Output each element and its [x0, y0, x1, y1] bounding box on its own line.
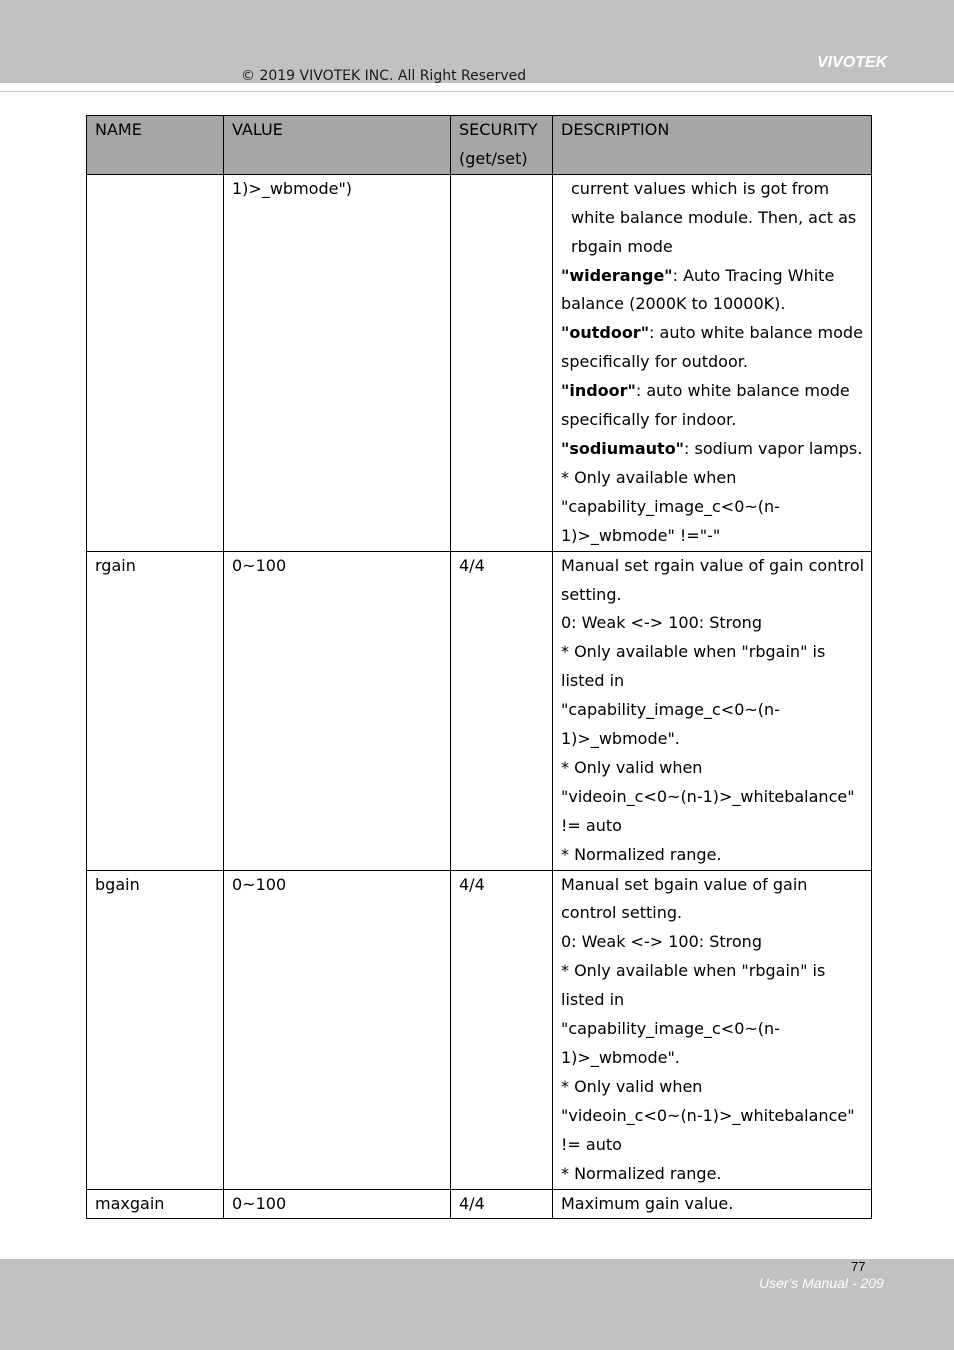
table-header-row — [87, 116, 872, 175]
keyword: "indoor" — [561, 381, 636, 401]
desc-line: "capability_image_c<0~(n-1)>_wbmode" !="-" — [561, 496, 780, 545]
desc-line: Manual set bgain value of gain control setting. — [561, 874, 808, 923]
cell-name — [87, 174, 224, 551]
keyword: "outdoor" — [561, 323, 650, 343]
table-row — [87, 174, 872, 551]
desc-line: 0: Weak <-> 100: Strong — [561, 613, 762, 633]
cell-security: 4/4 — [451, 870, 553, 1189]
column-header-value: VALUE — [224, 116, 451, 175]
desc-outdoor — [561, 319, 866, 377]
column-header-security-line1: SECURITY — [459, 120, 538, 139]
cell-description — [553, 174, 872, 551]
desc-sodiumauto — [561, 435, 866, 464]
desc-text: : Auto Tracing White balance (2000K to 10000K). — [561, 265, 835, 314]
cell-security: 4/4 — [451, 1189, 553, 1219]
desc-line: * Only valid when — [561, 757, 703, 777]
cell-name: maxgain — [87, 1189, 224, 1219]
desc-line: Maximum gain value. — [561, 1193, 734, 1213]
desc-line: rbgain mode — [571, 236, 673, 256]
desc-line: current values which is got from — [571, 178, 830, 198]
copyright-text: © 2019 VIVOTEK INC. All Right Reserved — [241, 68, 527, 84]
desc-line: Manual set rgain value of gain control setting. — [561, 555, 865, 604]
desc-line: * Only available when "rbgain" is listed in — [561, 961, 826, 1010]
desc-text: : sodium vapor lamps. — [684, 438, 863, 458]
keyword: "sodiumauto" — [561, 438, 685, 458]
column-header-security — [451, 116, 553, 175]
desc-line: * Only available when — [561, 467, 737, 487]
table-row — [87, 870, 872, 1189]
desc-line: 0: Weak <-> 100: Strong — [561, 932, 762, 952]
column-header-security-line2: (get/set) — [459, 148, 528, 168]
cell-name: rgain — [87, 551, 224, 870]
keyword: "widerange" — [561, 265, 673, 285]
desc-line: * Normalized range. — [561, 844, 722, 864]
desc-widerange — [561, 262, 866, 320]
desc-line: * Only available when "rbgain" is listed in — [561, 642, 826, 691]
cell-name: bgain — [87, 870, 224, 1189]
brand-logo: VIVOTEK — [817, 54, 888, 71]
table-row — [87, 551, 872, 870]
column-header-description: DESCRIPTION — [553, 116, 872, 175]
parameter-table — [86, 115, 872, 1219]
cell-security: 4/4 — [451, 551, 553, 870]
desc-line: "videoin_c<0~(n-1)>_whitebalance" != auto — [561, 786, 855, 835]
cell-description — [553, 551, 872, 870]
manual-page-reference: User's Manual - 209 — [759, 1275, 884, 1291]
page-number: 77 — [851, 1259, 866, 1274]
footer-band — [0, 1259, 954, 1350]
desc-text: : auto white balance mode specifically for outdoor. — [561, 323, 863, 372]
cell-value: 1)>_wbmode") — [224, 174, 451, 551]
desc-line: "videoin_c<0~(n-1)>_whitebalance" != auto — [561, 1105, 855, 1154]
desc-line: * Normalized range. — [561, 1163, 722, 1183]
desc-line: "capability_image_c<0~(n-1)>_wbmode". — [561, 1019, 780, 1067]
cell-value: 0~100 — [224, 870, 451, 1189]
table-row — [87, 1189, 872, 1219]
cell-security — [451, 174, 553, 551]
column-header-name: NAME — [87, 116, 224, 175]
cell-description — [553, 1189, 872, 1219]
desc-line: white balance module. Then, act as — [571, 207, 857, 227]
cell-value: 0~100 — [224, 1189, 451, 1219]
cell-description — [553, 870, 872, 1189]
header-divider — [0, 91, 954, 92]
desc-text: : auto white balance mode specifically for indoor. — [561, 381, 850, 430]
desc-indoor — [561, 377, 866, 435]
cell-value: 0~100 — [224, 551, 451, 870]
desc-line: "capability_image_c<0~(n-1)>_wbmode". — [561, 700, 780, 749]
desc-line: * Only valid when — [561, 1076, 703, 1096]
